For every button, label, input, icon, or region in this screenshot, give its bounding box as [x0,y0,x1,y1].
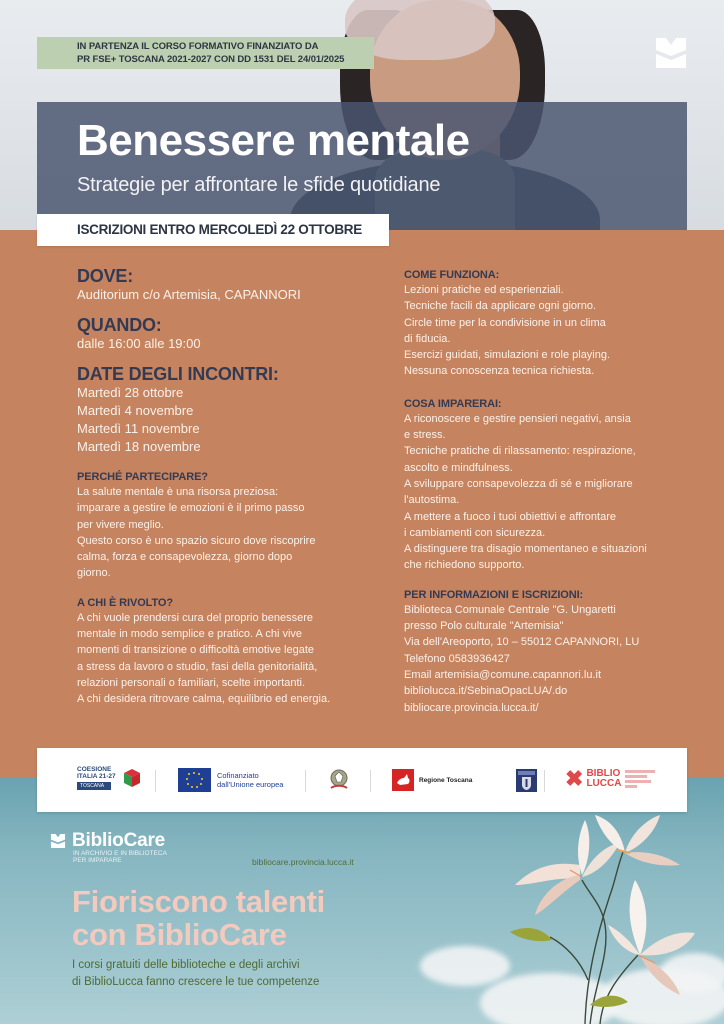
heading-info: PER INFORMAZIONI E ISCRIZIONI: [404,588,584,601]
info-link-bibliolucca[interactable]: bibliolucca.it/SebinaOpacLUA/.do [404,685,568,698]
toscana-label: Regione Toscana [419,776,473,784]
left-column [77,266,362,719]
heading-perche: PERCHÉ PARTECIPARE? [77,471,208,483]
provincia-lucca-crest-icon [516,769,537,792]
title-panel [37,102,687,230]
funding-line-1: IN PARTENZA IL CORSO FORMATIVO FINANZIATO DA [77,41,319,52]
section-quando [77,315,362,353]
section-info [404,588,694,716]
bibliocare-brand: BiblioCare [72,830,166,851]
info-email[interactable]: Email artemisia@comune.capannori.lu.it [404,668,602,681]
paper-flowers-illustration [490,805,724,1024]
heading-come-funziona: COME FUNZIONA: [404,269,500,281]
bibliolucca-line: LUCCA [586,778,622,789]
coesione-cube-icon [122,767,142,789]
imparerai-line: Tecniche pratiche di rilassamento: respirazione, [404,445,636,458]
regione-toscana-logo [392,769,472,791]
divider [544,770,545,792]
come-line: Tecniche facili da applicare ogni giorno. [404,300,597,313]
imparerai-line: che richiedono supporto. [404,559,525,572]
imparerai-line: A mettere a fuoco i tuoi obiettivi e affrontare [404,510,616,523]
date-item: Martedì 4 novembre [77,403,194,418]
biblio-mark-icon [50,833,66,849]
eu-line: Cofinanziato [217,771,259,780]
date-item: Martedì 18 novembre [77,439,201,454]
rivolto-line: relazioni personali o familiari, scelte importanti. [77,676,306,689]
bibliocare-url[interactable]: bibliocare.provincia.lucca.it [252,857,354,867]
come-line: Circle time per la condivisione in un clima [404,316,606,329]
dove-text: Auditorium c/o Artemisia, CAPANNORI [77,287,301,302]
divider [155,770,156,792]
funding-banner [37,37,374,69]
rivolto-line: mentale in modo semplice e pratico. A chi vive [77,628,303,641]
come-line: Nessuna conoscenza tecnica richiesta. [404,365,595,378]
come-line: Esercizi guidati, simulazioni e role playing. [404,349,611,362]
eu-line: dall'Unione europea [217,780,284,789]
heading-cosa-imparerai: COSA IMPARERAI: [404,397,502,410]
rivolto-line: a stress da lavoro o studio, fasi della genitorialità, [77,660,318,673]
heading-dove: DOVE: [77,266,134,286]
partner-logos-bar [37,748,687,812]
footer-subtext [72,957,319,991]
bibliolucca-fineprint [625,770,663,788]
come-line: Lezioni pratiche ed esperienziali. [404,284,564,296]
tagline-line: PER IMPARARE [73,857,122,864]
info-library: Biblioteca Comunale Centrale "G. Ungaretti [404,603,616,616]
date-item: Martedì 28 ottobre [77,385,184,400]
perche-line: Questo corso è uno spazio sicuro dove riscoprire [77,534,316,547]
funding-line-2: PR FSE+ TOSCANA 2021-2027 CON DD 1531 DEL 24/01/2025 [77,54,345,65]
coesione-italia-logo [77,766,142,790]
registration-deadline: ISCRIZIONI ENTRO MERCOLEDÌ 22 OTTOBRE [37,214,389,246]
footer-headline [72,885,325,951]
perche-line: giorno. [77,567,111,580]
right-column [404,268,694,727]
perche-line: imparare a gestire le emozioni è il primo passo [77,502,305,515]
bibliolucca-logo [565,768,663,790]
date-item: Martedì 11 novembre [77,421,200,436]
eu-cofunded-logo [178,768,283,792]
heading-quando: QUANDO: [77,315,162,335]
heading-rivolto: A CHI È RIVOLTO? [77,596,173,609]
bibliocare-logo [50,830,165,852]
section-cosa-imparerai [404,397,694,574]
section-perche [77,470,362,582]
divider [370,770,371,792]
tagline-line: IN ARCHIVIO E IN BIBLIOTECA [73,850,167,857]
page-subtitle: Strategie per affrontare le sfide quotidiane [77,174,441,196]
heading-date: DATE DEGLI INCONTRI: [77,364,279,384]
rivolto-line: A chi vuole prendersi cura del proprio benessere [77,611,314,624]
rivolto-line: A chi desidera ritrovare calma, equilibrio ed energia. [77,693,331,706]
imparerai-line: e stress. [404,429,446,442]
headline-line: Fioriscono talenti [72,884,325,919]
come-line: di fiducia. [404,332,451,345]
section-date [77,364,362,456]
section-dove [77,266,362,304]
info-link-bibliocare[interactable]: bibliocare.provincia.lucca.it/ [404,701,539,714]
bibliolucca-cross-icon: ✖ [565,766,584,791]
perche-line: calma, forza e consapevolezza, giorno dopo [77,551,293,564]
divider [305,770,306,792]
headline-line: con BiblioCare [72,917,287,952]
subtext-line: I corsi gratuiti delle biblioteche e degli archivi [72,959,300,971]
subtext-line: di BiblioLucca fanno crescere le tue competenze [72,976,320,988]
biblio-mark-icon [654,36,688,70]
bibliocare-tagline [73,850,167,864]
coesione-tag: TOSCANA [77,782,111,790]
page-title: Benessere mentale [77,116,470,165]
section-rivolto [77,596,362,708]
info-address: Via dell'Areoporto, 10 – 55012 CAPANNORI, LU [404,636,640,649]
quando-text: dalle 16:00 alle 19:00 [77,336,201,351]
eu-flag-icon [178,768,211,792]
perche-line: La salute mentale è una risorsa preziosa: [77,486,279,498]
coesione-line: ITALIA 21-27 [77,773,116,780]
imparerai-line: l'autostima. [404,494,460,507]
section-come-funziona [404,268,694,380]
perche-line: per vivere meglio. [77,518,164,531]
imparerai-line: ascolto e mindfulness. [404,461,513,474]
bibliolucca-line: BIBLIO [586,768,621,779]
rivolto-line: momenti di transizione o difficoltà emotive legate [77,644,315,657]
imparerai-line: i cambiamenti con sicurezza. [404,526,546,539]
coesione-line: COESIONE [77,766,112,773]
pegasus-icon [392,769,414,791]
imparerai-line: A riconoscere e gestire pensieri negativi, ansia [404,412,631,425]
imparerai-line: A sviluppare consapevolezza di sé e migliorare [404,477,633,490]
italian-republic-emblem-icon [329,768,349,792]
info-venue: presso Polo culturale "Artemisia" [404,620,564,633]
info-phone: Telefono 0583936427 [404,652,510,665]
imparerai-line: A distinguere tra disagio momentaneo e situazioni [404,543,647,556]
